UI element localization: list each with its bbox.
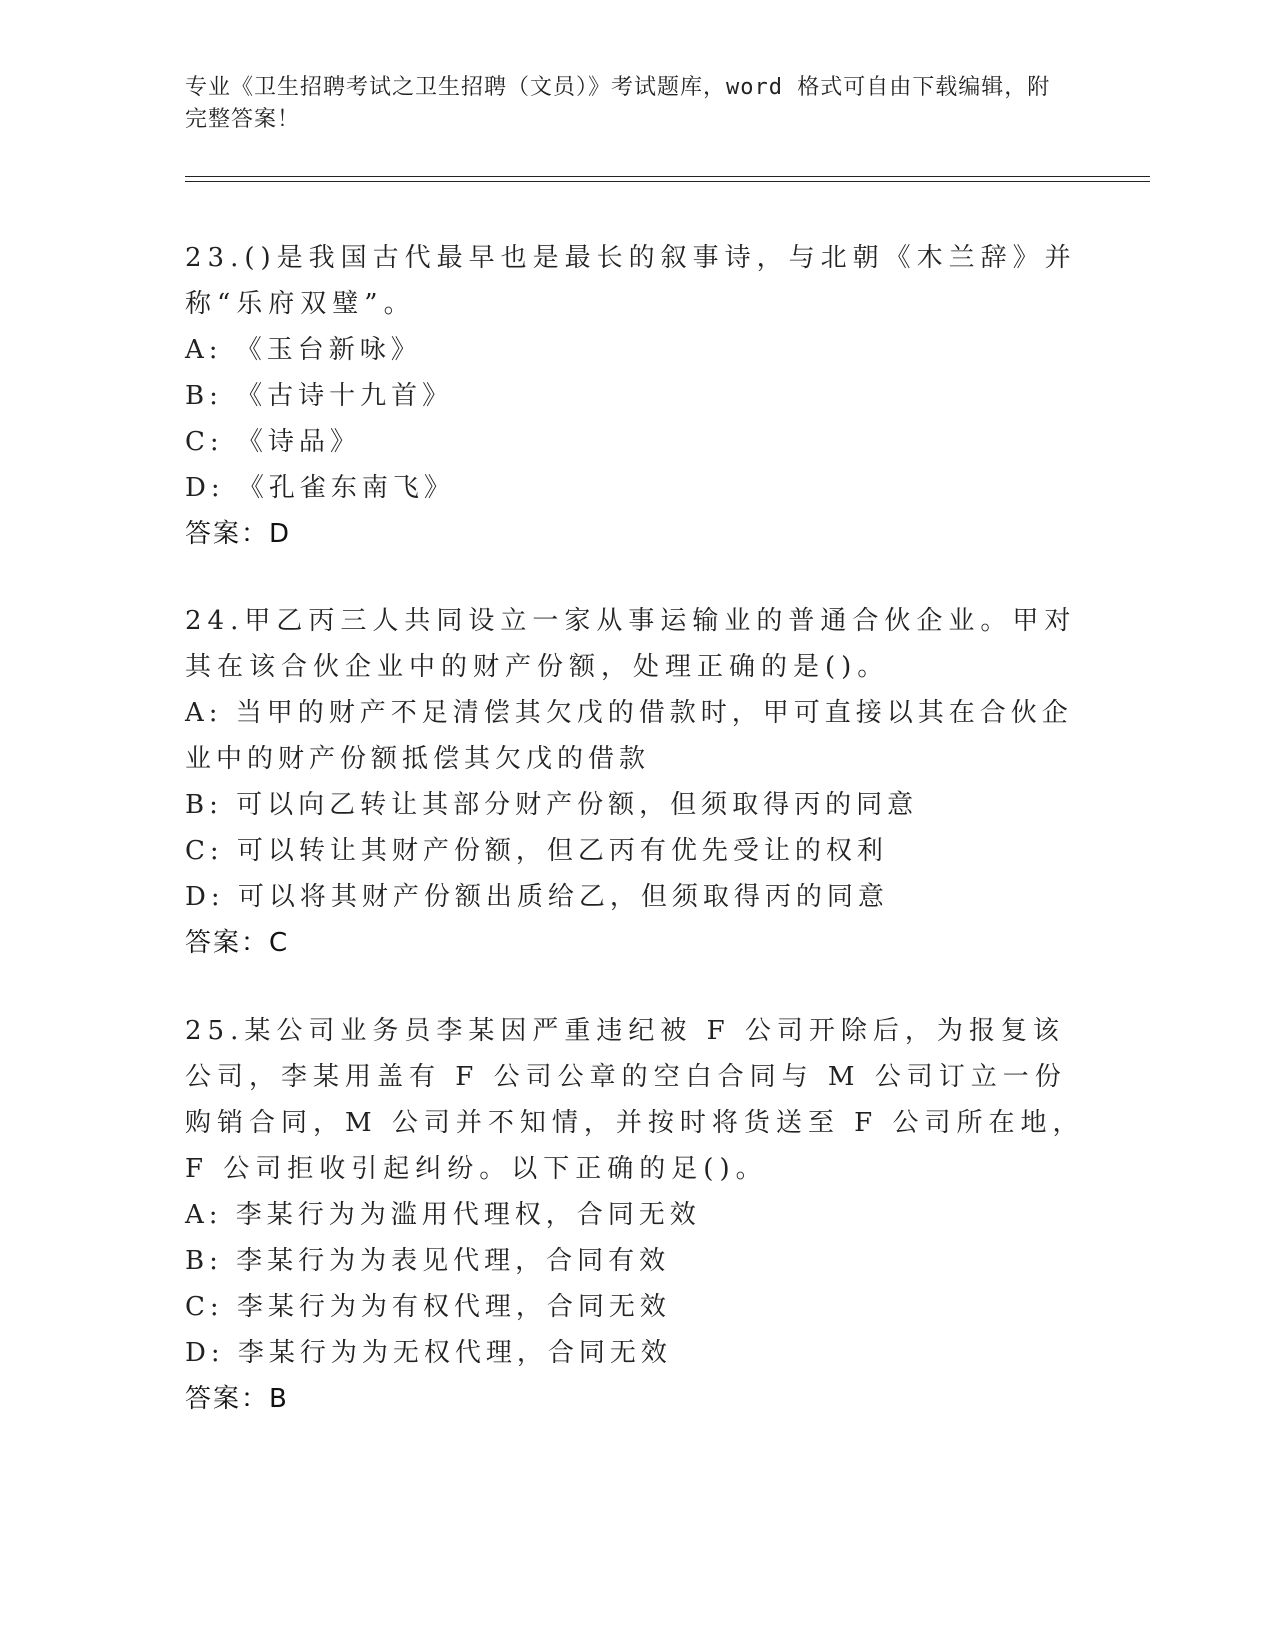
option-d: D: 李某行为为无权代理，合同无效 — [185, 1338, 672, 1368]
header-divider-top — [185, 176, 1150, 177]
document-header: 专业《卫生招聘考试之卫生招聘（文员）》考试题库，word 格式可自由下载编辑，附完整答案！ — [185, 75, 1051, 132]
answer: 答案：B — [185, 1384, 289, 1414]
question-stem: 24.甲乙丙三人共同设立一家从事运输业的普通合伙企业。甲对其在该合伙企业中的财产份额，处理正确的是()。 — [185, 606, 1077, 682]
option-b: B: 可以向乙转让其部分财产份额，但须取得丙的同意 — [185, 790, 919, 820]
option-a: A: 李某行为为滥用代理权，合同无效 — [185, 1200, 701, 1230]
answer: 答案：D — [185, 519, 292, 549]
question-stem: 25.某公司业务员李某因严重违纪被 F 公司开除后，为报复该公司，李某用盖有 F 公司公章的空白合同与 M 公司订立一份购销合同，M 公司并不知情，并按时将货送至 F 公司所在地，F 公司拒收引起纠纷。以下正确的足()。 — [185, 1016, 1085, 1184]
option-b: B: 李某行为为表见代理，合同有效 — [185, 1246, 671, 1276]
question-24 — [185, 598, 1085, 966]
header-divider-bottom — [185, 181, 1150, 182]
option-c: C: 李某行为为有权代理，合同无效 — [185, 1292, 671, 1322]
answer: 答案：C — [185, 928, 290, 958]
question-stem: 23.()是我国古代最早也是最长的叙事诗，与北朝《木兰辞》并称“乐府双璧”。 — [185, 243, 1077, 319]
option-a: A: 《玉台新咏》 — [185, 335, 422, 365]
option-b: B: 《古诗十九首》 — [185, 381, 454, 411]
option-a: A: 当甲的财产不足清偿其欠戊的借款时，甲可直接以其在合伙企业中的财产份额抵偿其欠戊的借款 — [185, 698, 1073, 774]
option-c: C: 《诗品》 — [185, 427, 361, 457]
option-d: D: 《孔雀东南飞》 — [185, 473, 455, 503]
question-25 — [185, 1008, 1085, 1422]
question-23 — [185, 235, 1085, 557]
option-d: D: 可以将其财产份额出质给乙，但须取得丙的同意 — [185, 882, 889, 912]
option-c: C: 可以转让其财产份额，但乙丙有优先受让的权利 — [185, 836, 888, 866]
